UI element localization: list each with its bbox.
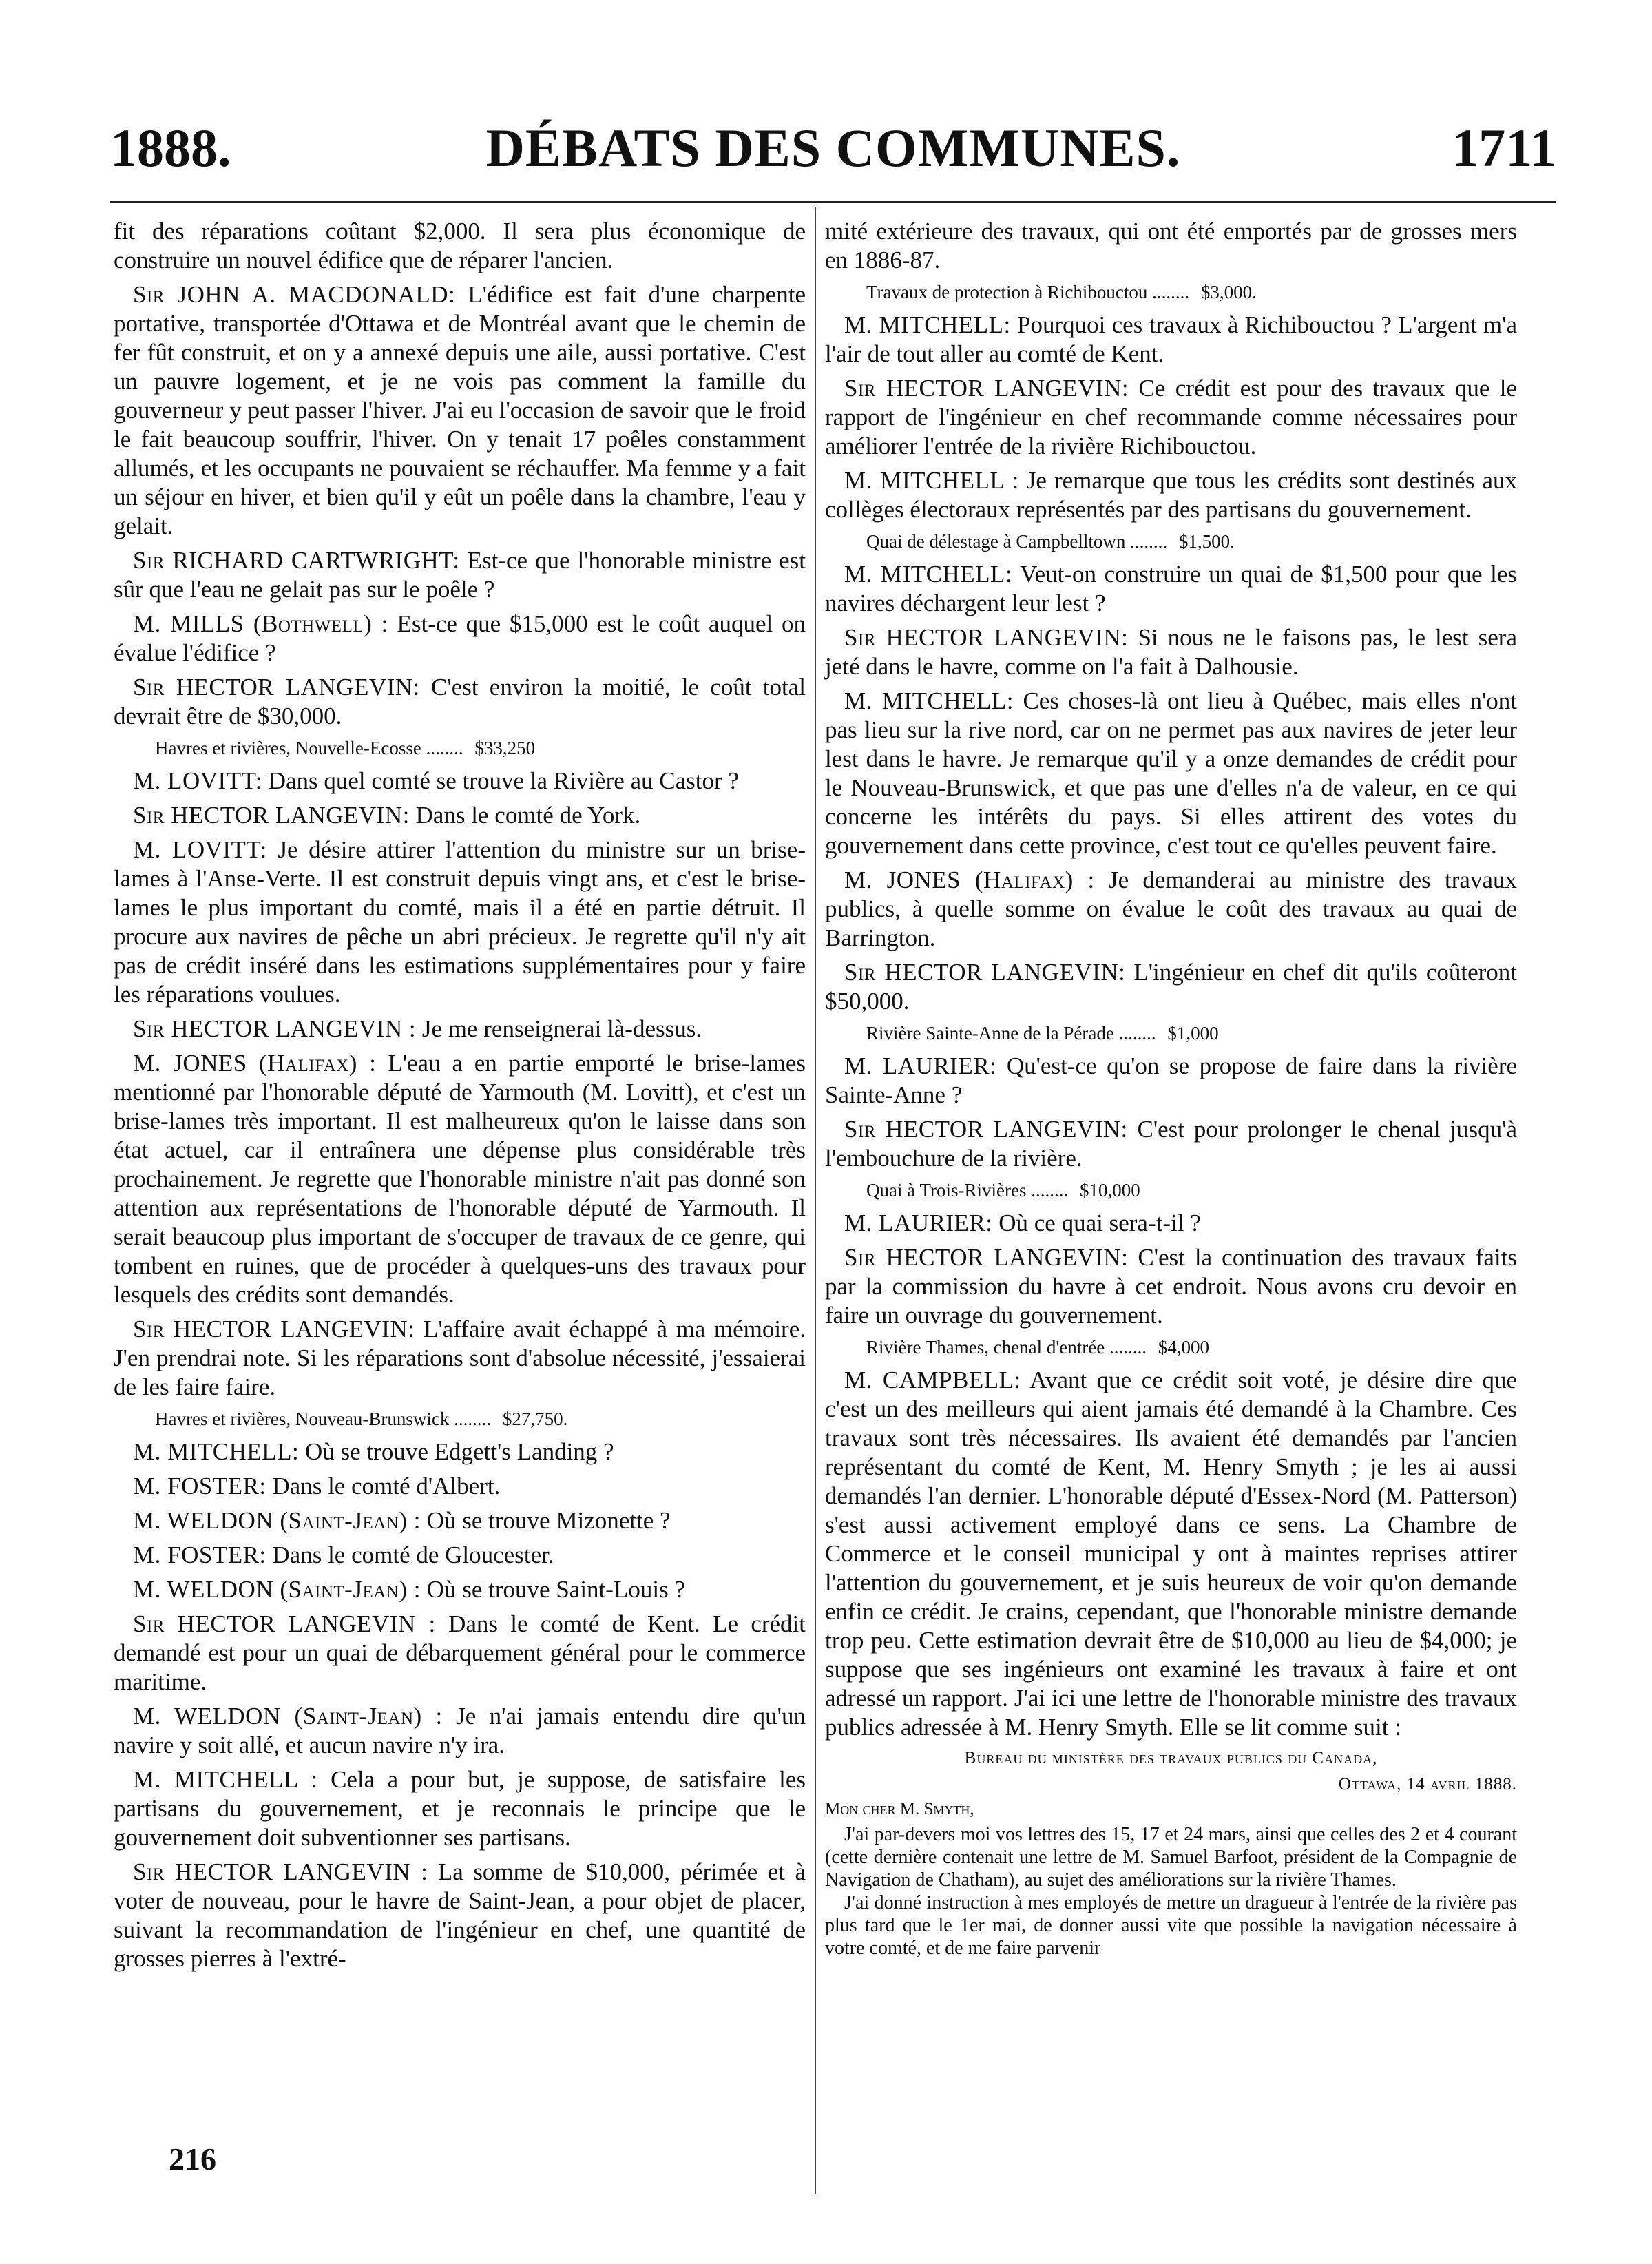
speech-paragraph — [825, 1243, 1517, 1330]
letter-office: Bureau du ministère des travaux publics du Canada, — [964, 1749, 1378, 1767]
speaker-name: M. LOVITT: — [133, 836, 267, 863]
speech-paragraph — [114, 1702, 806, 1760]
speaker-name: M. LAURIER: — [844, 1209, 993, 1236]
estimate-item: Havres et rivières, Nouveau-Brunswick ........ $27,750. — [155, 1409, 568, 1429]
letter-salutation: Mon cher M. Smyth, — [825, 1800, 974, 1818]
speech-paragraph — [825, 687, 1517, 860]
speaker-name: M. JONES (Halifax) : — [133, 1050, 377, 1077]
estimate-amount: $10,000 — [1080, 1180, 1140, 1201]
speaker-name: Sir HECTOR LANGEVIN: — [844, 1244, 1129, 1271]
speech-paragraph — [825, 623, 1517, 681]
speech-text: Où ce quai sera-t-il ? — [998, 1209, 1201, 1236]
estimate-amount: $27,750. — [502, 1409, 568, 1429]
speech-text: fit des réparations coûtant $2,000. Il sera plus économique de construire un nouvel édifice que de réparer l'ancien. — [114, 218, 806, 273]
speech-paragraph — [825, 1209, 1517, 1238]
speech-paragraph — [825, 374, 1517, 461]
speech-paragraph — [114, 217, 806, 275]
header-year: 1888. — [110, 118, 231, 178]
speech-paragraph — [114, 673, 806, 731]
estimate-label: Havres et rivières, Nouvelle-Ecosse — [155, 738, 421, 758]
estimate-label: Quai de délestage à Campbelltown — [866, 531, 1126, 552]
speech-paragraph — [114, 1765, 806, 1852]
speaker-name: M. WELDON (Saint-Jean) : — [133, 1576, 421, 1603]
running-head — [110, 117, 1556, 193]
speaker-name: Sir JOHN A. MACDONALD: — [133, 281, 456, 308]
speech-text: L'ingénieur en chef dit qu'ils coûteront $50,000. — [825, 959, 1517, 1015]
speech-paragraph — [114, 1049, 806, 1309]
speech-paragraph — [825, 217, 1517, 275]
speech-paragraph — [825, 311, 1517, 368]
speaker-name: Sir HECTOR LANGEVIN : — [133, 1858, 428, 1885]
speech-paragraph — [825, 1052, 1517, 1110]
speech-text: C'est la continuation des travaux faits par la commission du havre à cet endroit. Nous avons cru devoir en faire un ouvrage du gouvernement. — [825, 1244, 1518, 1329]
speech-paragraph — [825, 1366, 1517, 1742]
header-rule — [110, 201, 1556, 203]
estimate-label: Havres et rivières, Nouveau-Brunswick — [155, 1409, 450, 1429]
speech-paragraph — [114, 1315, 806, 1402]
speech-text: La somme de $10,000, périmée et à voter de nouveau, pour le havre de Saint-Jean, a pour objet de placer, suivant la recommandation de l'ingénieur en chef, une quantité de grosses pierres à l'extré- — [114, 1858, 806, 1972]
speech-paragraph — [114, 801, 806, 830]
left-column — [114, 217, 806, 1979]
speaker-name: M. CAMPBELL: — [844, 1367, 1021, 1393]
speaker-name: M. MITCHELL: — [133, 1438, 300, 1465]
estimate-item: Travaux de protection à Richibouctou ........ $3,000. — [866, 282, 1257, 302]
estimate-label: Travaux de protection à Richibouctou — [866, 282, 1148, 302]
estimate-amount: $3,000. — [1200, 282, 1257, 302]
speech-text: L'affaire avait échappé à ma mémoire. J'en prendrai note. Si les réparations sont d'absolue nécessité, j'essaierai de les faire faire. — [114, 1316, 806, 1400]
header-title: DÉBATS DES COMMUNES. — [485, 118, 1181, 178]
estimate-label: Rivière Thames, chenal d'entrée — [866, 1337, 1105, 1358]
speaker-name: M. MITCHELL: — [844, 687, 1014, 714]
speaker-name: M. FOSTER: — [133, 1473, 266, 1499]
speech-text: Cela a pour but, je suppose, de satisfaire les partisans du gouvernement, et je reconnais le principe que le gouvernement doit subventionner ses partisans. — [114, 1766, 806, 1851]
speech-text: Je désire attirer l'attention du ministre sur un brise-lames à l'Anse-Verte. Il est construit depuis vingt ans, et c'est le brise-lames le plus important du comté, mais il a été en partie détruit. Il procure aux navires de pêche un abri précieux. Je regrette qu'il n'y ait pas de crédit inséré dans les estimations supplémentaires pour y faire les réparations voulues. — [114, 836, 806, 1008]
speech-text: Avant que ce crédit soit voté, je désire dire que c'est un des meilleurs qui aient jamais été demandé à la Chambre. Ces travaux sont très nécessaires. Ils avaient été demandés par l'ancien représentant du comté de Kent, M. Henry Smyth ; je les ai aussi demandés l'an dernier. L'honorable député d'Essex-Nord (M. Patterson) s'est aussi activement employé dans ce sens. La Chambre de Commerce et le conseil municipal y ont à maintes reprises attirer l'attention du gouvernement, et je suis heureux de voir qu'on demande enfin ce crédit. Je crains, cependant, que l'honorable ministre demande trop peu. Cette estimation devrait être de $10,000 au lieu de $4,000; je suppose que ses ingénieurs ont examiné les travaux à faire et ont adressé un rapport. J'ai ici une lettre de l'honorable ministre des travaux publics adressée à M. Henry Smyth. Elle se lit comme suit : — [825, 1367, 1517, 1741]
speech-paragraph — [825, 866, 1517, 953]
speaker-name: M. MITCHELL : — [133, 1766, 318, 1793]
speech-paragraph — [114, 767, 806, 796]
speech-paragraph — [114, 546, 806, 604]
speech-text: Où se trouve Mizonette ? — [426, 1507, 671, 1534]
speech-text: Où se trouve Edgett's Landing ? — [305, 1438, 614, 1465]
speech-text: Dans le comté de Kent. Le crédit demandé est pour un quai de débarquement général pour le commerce maritime. — [114, 1610, 806, 1695]
speech-text: Dans quel comté se trouve la Rivière au Castor ? — [268, 767, 739, 794]
speech-paragraph — [825, 560, 1517, 618]
speech-text: Est-ce que l'honorable ministre est sûr que l'eau ne gelait pas sur le poêle ? — [114, 547, 806, 603]
speech-paragraph — [825, 1115, 1517, 1173]
speech-paragraph — [114, 1541, 806, 1570]
speech-paragraph — [114, 1437, 806, 1466]
column-divider — [815, 207, 816, 2194]
letter-paragraph: J'ai donné instruction à mes employés de mettre un dragueur à l'entrée de la rivière pas plus tard que le 1er mai, de donner aussi vite que possible la navigation nécessaire à votre comté, et de me faire parvenir — [825, 1892, 1517, 1959]
speaker-name: M. FOSTER: — [133, 1541, 266, 1568]
speech-paragraph — [114, 1506, 806, 1535]
speaker-name: M. MITCHELL: — [844, 561, 1013, 588]
speaker-name: Sir HECTOR LANGEVIN: — [133, 802, 410, 829]
letter-place-date: Ottawa, 14 avril 1888. — [1338, 1775, 1517, 1794]
speech-text: Je remarque que tous les crédits sont destinés aux collèges électoraux représentés par des partisans du gouvernement. — [825, 467, 1517, 523]
speaker-name: M. MILLS (Bothwell) : — [133, 610, 388, 637]
speaker-name: Sir HECTOR LANGEVIN : — [133, 1610, 436, 1637]
speech-text: Ces choses-là ont lieu à Québec, mais elles n'ont pas lieu sur la rive nord, car on ne permet pas aux navires de jeter leur lest dans le havre. Je remarque qu'il y a onze demandes de crédit pour le Nouveau-Brunswick, et que pas une d'elles n'a de valeur, en ce qui concerne les intérêts du pays. Si elles attirent des votes du gouvernement dans cette province, c'est tout ce qu'elles peuvent faire. — [825, 687, 1518, 859]
speech-text: Pourquoi ces travaux à Richibouctou ? L'argent m'a l'air de tout aller au comté de Kent. — [825, 311, 1517, 367]
speech-text: Dans le comté de Gloucester. — [272, 1541, 554, 1568]
speaker-name: Sir HECTOR LANGEVIN: — [844, 375, 1129, 402]
speaker-name: Sir HECTOR LANGEVIN: — [844, 959, 1126, 986]
speaker-name: Sir HECTOR LANGEVIN: — [844, 1116, 1128, 1143]
speech-text: Si nous ne le faisons pas, le lest sera jeté dans le havre, comme on l'a fait à Dalhousie. — [825, 624, 1518, 680]
estimate-item: Quai à Trois-Rivières ........ $10,000 — [866, 1180, 1140, 1201]
speech-text: Dans le comté de York. — [415, 802, 641, 829]
speech-text: C'est environ la moitié, le coût total devrait être de $30,000. — [114, 674, 806, 729]
speech-text: Où se trouve Saint-Louis ? — [426, 1576, 685, 1603]
speech-paragraph — [825, 466, 1517, 524]
estimate-label: Quai à Trois-Rivières — [866, 1180, 1027, 1201]
speech-text: Dans le comté d'Albert. — [272, 1473, 501, 1499]
speech-paragraph — [114, 280, 806, 541]
estimate-item: Rivière Sainte-Anne de la Pérade ........ $1,000 — [866, 1023, 1219, 1043]
speech-paragraph — [114, 1858, 806, 1973]
speech-text: Qu'est-ce qu'on se propose de faire dans la rivière Sainte-Anne ? — [825, 1052, 1518, 1108]
speech-paragraph — [114, 610, 806, 667]
speech-text: L'eau a en partie emporté le brise-lames mentionné par l'honorable député de Yarmouth (M. Lovitt), et c'est un brise-lames très important. Il est malheureux qu'on le laisse dans son état actuel, car il entraînera une dépense plus considérable très prochainement. Je regrette que l'honorable ministre n'ait pas donné son attention aux représentations de l'honorable député de Yarmouth. Il serait beaucoup plus important de s'occuper de travaux de ce genre, qui tombent en ruines, que de procéder à quelques-uns des travaux pour lesquels des crédits sont demandés. — [114, 1050, 806, 1308]
speaker-name: M. LAURIER: — [844, 1052, 997, 1079]
speaker-name: M. MITCHELL: — [844, 311, 1011, 338]
right-column — [825, 217, 1517, 1960]
speech-paragraph — [114, 835, 806, 1009]
speech-text: Est-ce que $15,000 est le coût auquel on évalue l'édifice ? — [114, 610, 806, 666]
speech-text: C'est pour prolonger le chenal jusqu'à l'embouchure de la rivière. — [825, 1116, 1518, 1172]
estimate-label: Rivière Sainte-Anne de la Pérade — [866, 1023, 1114, 1043]
speaker-name: M. JONES (Halifax) : — [844, 866, 1095, 893]
speaker-name: M. WELDON (Saint-Jean) : — [133, 1703, 443, 1730]
estimate-amount: $4,000 — [1158, 1337, 1209, 1358]
header-page-number: 1711 — [1452, 118, 1556, 178]
speech-paragraph — [114, 1575, 806, 1604]
speaker-name: Sir HECTOR LANGEVIN: — [133, 674, 420, 700]
speaker-name: M. MITCHELL : — [844, 467, 1019, 494]
speech-paragraph — [114, 1610, 806, 1696]
speech-text: Je me renseignerai là-dessus. — [421, 1015, 702, 1042]
speech-text: Veut-on construire un quai de $1,500 pour que les navires déchargent leur lest ? — [825, 561, 1518, 616]
speaker-name: Sir HECTOR LANGEVIN : — [133, 1015, 417, 1042]
speaker-name: Sir HECTOR LANGEVIN: — [133, 1316, 415, 1342]
speech-text: L'édifice est fait d'une charpente portative, transportée d'Ottawa et de Montréal avant que le chemin de fer fût construit, et on y a annexé depuis une aile, aussi portative. C'est un pauvre logement, et je ne vois pas comment la famille du gouverneur y peut passer l'hiver. J'ai eu l'occasion de savoir que le froid le fait beaucoup souffrir, l'hiver. On y tenait 17 poêles constamment allumés, et les occupants ne pouvaient se réchauffer. Ma femme y a fait un séjour en hiver, et bien qu'il y eût un poêle dans la chambre, l'eau y gelait. — [114, 281, 806, 539]
estimate-item: Havres et rivières, Nouvelle-Ecosse ........ $33,250 — [155, 738, 536, 758]
speech-text: mité extérieure des travaux, qui ont été emportés par de grosses mers en 1886-87. — [825, 218, 1517, 273]
estimate-amount: $1,500. — [1178, 531, 1235, 552]
speech-text: Je demanderai au ministre des travaux publics, à quelle somme on évalue le coût des travaux au quai de Barrington. — [825, 866, 1518, 951]
estimate-amount: $33,250 — [474, 738, 536, 758]
speaker-name: M. LOVITT: — [133, 767, 262, 794]
letter-paragraph: J'ai par-devers moi vos lettres des 15, 17 et 24 mars, ainsi que celles des 2 et 4 courant (cette dernière contenait une lettre de M. Samuel Barfoot, président de la Compagnie de Navigation de Chatham), au sujet des améliorations sur la rivière Thames. — [825, 1824, 1517, 1891]
speaker-name: M. WELDON (Saint-Jean) : — [133, 1507, 421, 1534]
estimate-amount: $1,000 — [1167, 1023, 1219, 1043]
speech-text: Je n'ai jamais entendu dire qu'un navire y soit allé, et aucun navire n'y ira. — [114, 1703, 806, 1758]
speech-text: Ce crédit est pour des travaux que le rapport de l'ingénieur en chef recommande comme nécessaires pour améliorer l'entrée de la rivière Richibouctou. — [825, 375, 1518, 459]
speech-paragraph — [114, 1472, 806, 1501]
estimate-item: Quai de délestage à Campbelltown ........ $1,500. — [866, 531, 1235, 552]
speaker-name: Sir RICHARD CARTWRIGHT: — [133, 547, 460, 574]
speech-paragraph — [825, 958, 1517, 1016]
speech-paragraph — [114, 1015, 806, 1043]
speaker-name: Sir HECTOR LANGEVIN: — [844, 624, 1129, 651]
estimate-item: Rivière Thames, chenal d'entrée ........ $4,000 — [866, 1337, 1209, 1358]
folio: 216 — [169, 2141, 216, 2177]
